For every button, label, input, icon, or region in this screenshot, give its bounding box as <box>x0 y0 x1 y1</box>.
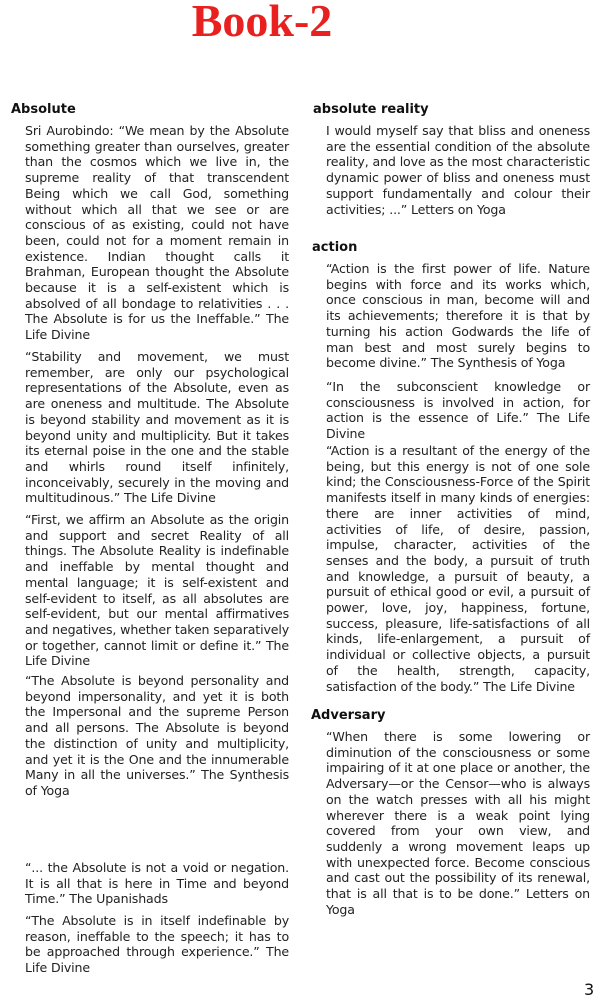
heading-absolute-reality: absolute reality <box>313 102 429 117</box>
paragraph: I would myself say that bliss and oneness are the essential condition of the absolute reality, and love as the most characteristic dynamic power of bliss and oneness must support fundamentally and colour their activities; ...” Letters on Yoga <box>326 123 590 217</box>
paragraph: “Stability and movement, we must remember, are only our psychological representations of the Absolute, even as are oneness and multitude. The Absolute is beyond stability and movement as it is beyond unity and multiplicity. But it takes its eternal poise in the one and the stable and whirls round itself infinitely, inconceivably, securely in the moving and multitudinous.” The Life Divine <box>25 349 289 506</box>
heading-absolute: Absolute <box>11 102 76 117</box>
paragraph: Sri Aurobindo: “We mean by the Absolute something greater than ourselves, greater than the cosmos which we live in, the supreme reality of that transcendent Being which we call God, something without which all that we see or are conscious of as existing, could not have been, could not for a moment remain in existence. Indian thought calls it Brahman, European thought the Absolute because it is a self-existent which is absolved of all bondage to relativities . . . The Absolute is for us the Ineffable.” The Life Divine <box>25 123 289 343</box>
paragraph: “Action is a resultant of the energy of the being, but this energy is not of one sole kind; the Consciousness-Force of the Spirit manifests itself in many kinds of energies: there are inner activities of mind, activities of life, of desire, passion, impulse, character, activities of the senses and the body, a pursuit of truth and knowledge, a pursuit of beauty, a pursuit of ethical good or evil, a pursuit of power, love, joy, happiness, fortune, success, pleasure, life-satisfactions of all kinds, life-enlargement, a pursuit of individual or collective objects, a pursuit of the health, strength, capacity, satisfaction of the body.” The Life Divine <box>326 443 590 694</box>
paragraph: “Action is the first power of life. Nature begins with force and its works which, once conscious in man, become will and its achievements; therefore it is that by turning his action Godwards the life of man best and most surely begins to become divine.” The Synthesis of Yoga <box>326 261 590 371</box>
paragraph: “First, we affirm an Absolute as the origin and support and secret Reality of all things. The Absolute Reality is indefinable and ineffable by mental thought and mental language; it is self-existent and self-evident to itself, as all absolutes are self-evident, but our mental affirmatives and negatives, whether taken separatively or together, cannot limit or define it.” The Life Divine <box>25 512 289 669</box>
paragraph: “... the Absolute is not a void or negation. It is all that is here in Time and beyond Time.” The Upanishads <box>25 860 289 907</box>
page-title: Book-2 <box>191 0 333 46</box>
paragraph: “The Absolute is beyond personality and beyond impersonality, and yet it is both the Impersonal and the supreme Person and all persons. The Absolute is beyond the distinction of unity and multiplicity, and yet it is the One and the innumerable Many in all the universes.” The Synthesis of Yoga <box>25 673 289 798</box>
paragraph: “When there is some lowering or diminution of the consciousness or some impairing of it at one place or another, the Adversary—or the Censor—who is always on the watch presses with all his might wherever there is a weak point lying covered from your own view, and suddenly a wrong movement leaps up with unexpected force. Become conscious and cast out the possibility of its renewal, that is all that is to be done.” Letters on Yoga <box>326 729 590 917</box>
heading-action: action <box>312 240 358 255</box>
paragraph: “The Absolute is in itself indefinable by reason, ineffable to the speech; it has to be approached through experience.” The Life Divine <box>25 913 289 976</box>
paragraph: “In the subconscient knowledge or consciousness is involved in action, for action is the essence of Life.” The Life Divine <box>326 379 590 442</box>
page-number: 3 <box>584 980 595 999</box>
heading-adversary: Adversary <box>311 708 386 723</box>
